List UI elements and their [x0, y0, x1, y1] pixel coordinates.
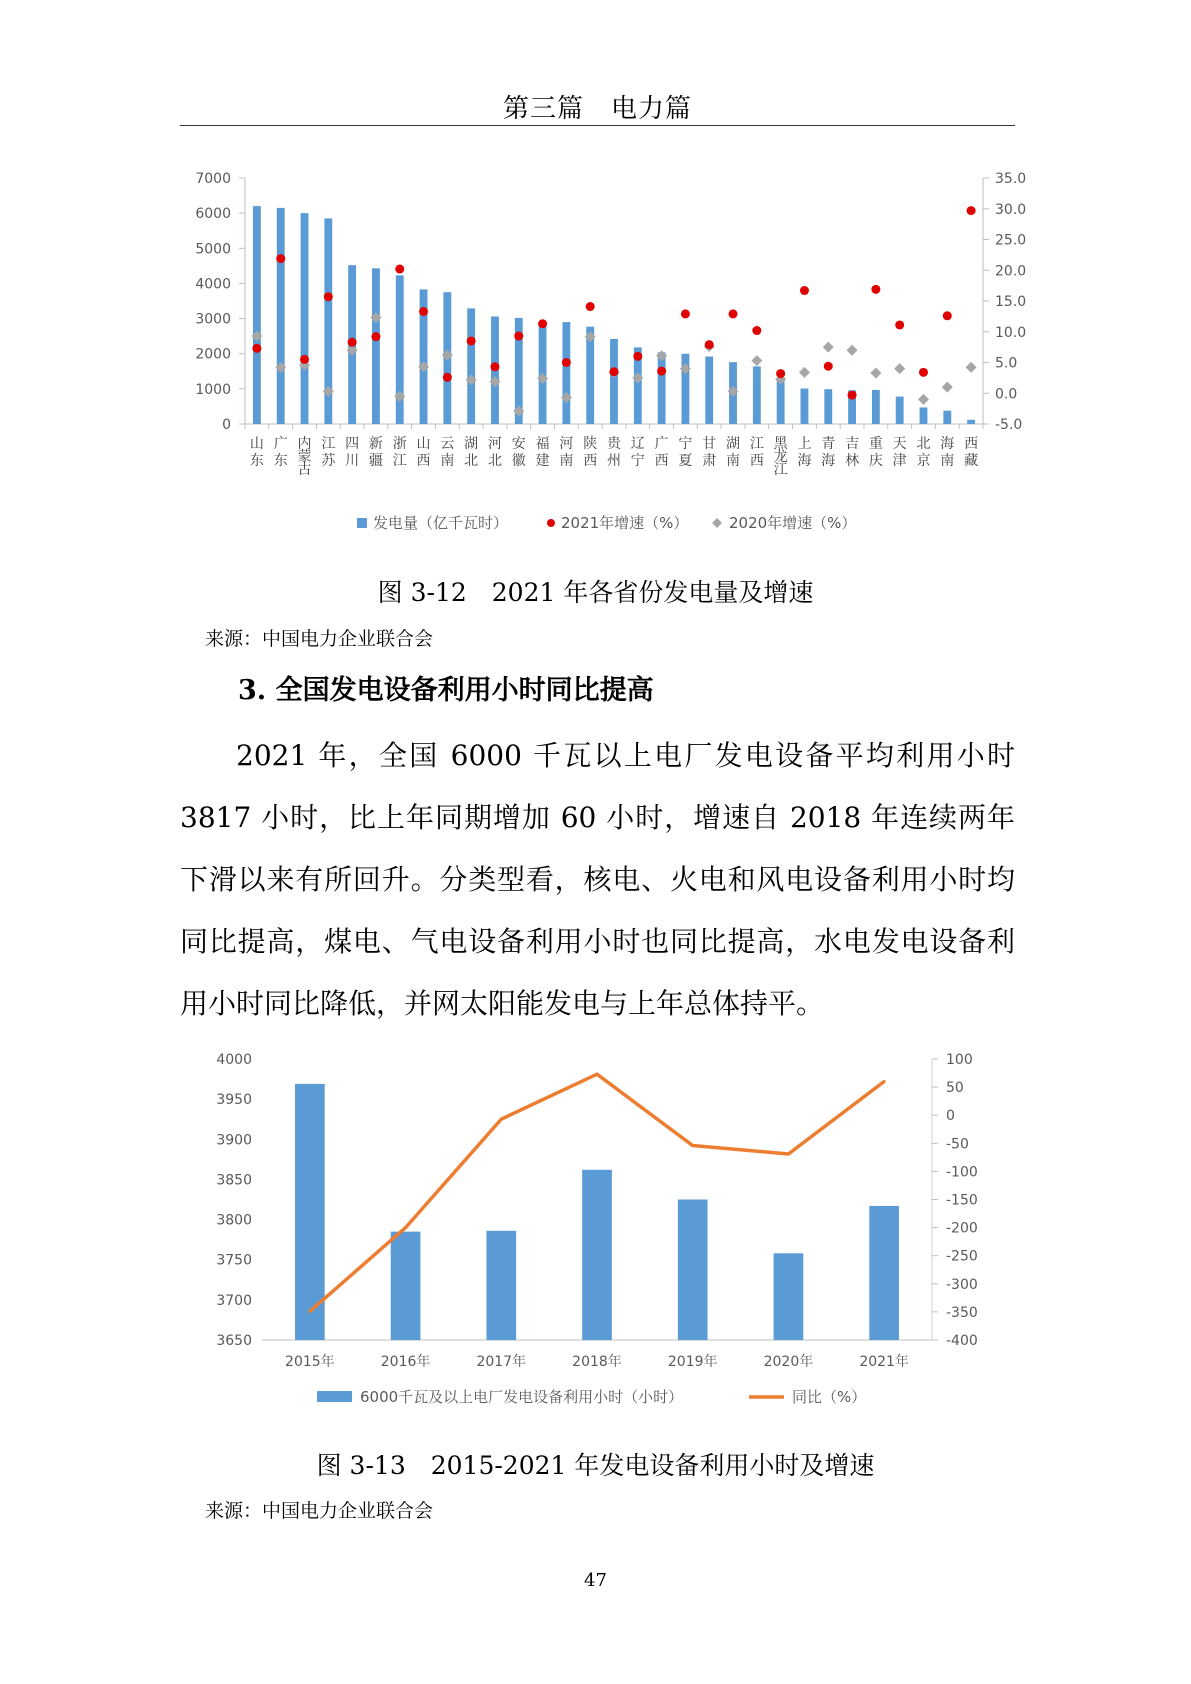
category-label: 西藏 [964, 436, 979, 469]
bar-utilization-hours [774, 1253, 804, 1340]
category-label: 湖南 [726, 436, 741, 469]
category-label: 宁夏 [678, 436, 693, 469]
legend-2021-label: 2021年增速（%） [561, 514, 689, 532]
category-label: 福建 [535, 436, 550, 469]
left-tick-label: 0 [222, 417, 231, 433]
category-label: 安徽 [511, 436, 526, 469]
category-label: 江苏 [321, 436, 336, 469]
category-label: 陕西 [583, 436, 598, 469]
category-label: 甘肃 [702, 436, 717, 469]
category-label: 河南 [559, 436, 574, 469]
right-tick-label: -300 [946, 1276, 978, 1293]
legend-bar-label: 发电量（亿千瓦时） [373, 514, 509, 532]
category-label: 2020年 [763, 1354, 814, 1370]
right-tick-label: -100 [946, 1164, 978, 1181]
figure-source-3-12: 来源：中国电力企业联合会 [205, 628, 434, 650]
legend-bar-swatch [317, 1391, 352, 1402]
left-tick-label: 3800 [216, 1212, 252, 1229]
right-tick-label: 0 [946, 1108, 955, 1125]
page-header-title: 第三篇 电力篇 [502, 94, 692, 124]
figure-caption-3-12: 图 3-12 2021 年各省份发电量及增速 [377, 578, 814, 607]
paragraph-text: 2021 年，全国 6000 千瓦以上电厂发电设备平均利用小时 3817 小时，比上年同期增加 60 小时，增速自 2018 年连续两年下滑以来有所回升。分类型看，核电、火电和风电设备利用小时均同比提高，煤电、气电设备利用小时也同比提高，水电发电设备利用小时同比降低，并网太阳能发电与上年总体持平。 [180, 739, 1015, 1020]
category-label: 上海 [797, 436, 812, 469]
category-label: 2016年 [380, 1354, 431, 1370]
category-label: 浙江 [392, 436, 407, 469]
category-label: 内蒙古 [297, 436, 312, 478]
legend-bar-label: 6000千瓦及以上电厂发电设备利用小时（小时） [360, 1388, 684, 1406]
right-tick-label: 10.0 [995, 324, 1027, 341]
bar-utilization-hours [486, 1231, 516, 1340]
right-tick-label: -200 [946, 1220, 978, 1237]
category-label: 云南 [440, 436, 455, 469]
left-tick-label: 3700 [216, 1292, 252, 1309]
point-yoy-change [596, 1073, 599, 1076]
left-tick-label: 6000 [195, 206, 231, 223]
left-tick-label: 4000 [195, 276, 231, 293]
category-label: 青海 [821, 436, 836, 469]
section-heading: 3. 全国发电设备利用小时同比提高 [238, 675, 654, 706]
bar-utilization-hours [391, 1232, 421, 1340]
category-label: 2021年 [859, 1354, 909, 1370]
right-tick-label: 100 [946, 1052, 973, 1068]
right-tick-label: -250 [946, 1248, 978, 1265]
left-tick-label: 3950 [216, 1092, 252, 1109]
legend-2020-label: 2020年增速（%） [729, 514, 857, 532]
right-tick-label: 20.0 [995, 263, 1027, 280]
left-tick-label: 3850 [216, 1172, 252, 1189]
right-tick-label: 15.0 [995, 294, 1027, 310]
point-yoy-change [500, 1118, 503, 1121]
left-tick-label: 3650 [216, 1333, 252, 1349]
right-tick-label: -50 [946, 1136, 969, 1153]
point-yoy-change [404, 1226, 407, 1229]
category-label: 辽宁 [630, 436, 645, 469]
page-number: 47 [584, 1570, 607, 1591]
right-tick-label: 5.0 [995, 355, 1018, 372]
category-label: 河北 [487, 436, 502, 469]
right-tick-label: -400 [946, 1333, 978, 1349]
figure-source-3-13: 来源：中国电力企业联合会 [205, 1500, 434, 1522]
category-label: 2017年 [476, 1354, 527, 1370]
point-yoy-change [691, 1144, 694, 1147]
left-tick-label: 3750 [216, 1252, 252, 1269]
category-label: 2015年 [285, 1354, 335, 1370]
left-tick-label: 3900 [216, 1132, 252, 1149]
bar-utilization-hours [582, 1170, 612, 1340]
left-tick-label: 1000 [195, 381, 231, 398]
category-label: 新疆 [368, 436, 383, 469]
category-label: 天津 [892, 436, 907, 469]
right-tick-label: 30.0 [995, 201, 1027, 218]
left-tick-label: 7000 [195, 171, 231, 187]
category-label: 北京 [916, 436, 931, 469]
category-label: 山西 [416, 436, 431, 469]
category-label: 2019年 [667, 1354, 718, 1370]
category-label: 广东 [273, 436, 288, 469]
right-tick-label: -150 [946, 1192, 978, 1209]
right-tick-label: -5.0 [995, 417, 1023, 433]
category-label: 黑龙江 [773, 436, 788, 478]
right-tick-label: 0.0 [995, 386, 1018, 403]
point-yoy-change [308, 1310, 311, 1313]
left-tick-label: 5000 [195, 241, 231, 258]
category-label: 重庆 [868, 436, 883, 469]
left-tick-label: 4000 [216, 1052, 252, 1068]
category-label: 2018年 [572, 1354, 622, 1370]
category-label: 湖北 [464, 436, 479, 469]
left-tick-label: 2000 [195, 346, 231, 363]
right-tick-label: -350 [946, 1304, 978, 1321]
category-label: 海南 [940, 436, 955, 469]
right-tick-label: 35.0 [995, 171, 1027, 187]
left-tick-label: 3000 [195, 311, 231, 328]
point-yoy-change [883, 1080, 886, 1083]
category-label: 四川 [345, 436, 360, 469]
category-label: 贵州 [607, 436, 621, 469]
category-label: 广西 [654, 436, 669, 469]
category-label: 江西 [749, 436, 764, 469]
figure-caption-3-13: 图 3-13 2015-2021 年发电设备利用小时及增速 [316, 1451, 875, 1480]
right-tick-label: 25.0 [995, 232, 1027, 249]
point-yoy-change [787, 1152, 790, 1155]
legend-line-label: 同比（%） [792, 1388, 867, 1406]
category-label: 吉林 [845, 436, 860, 469]
bar-utilization-hours [869, 1206, 899, 1340]
right-tick-label: 50 [946, 1080, 964, 1097]
category-label: 山东 [249, 436, 264, 469]
bar-utilization-hours [678, 1200, 708, 1341]
